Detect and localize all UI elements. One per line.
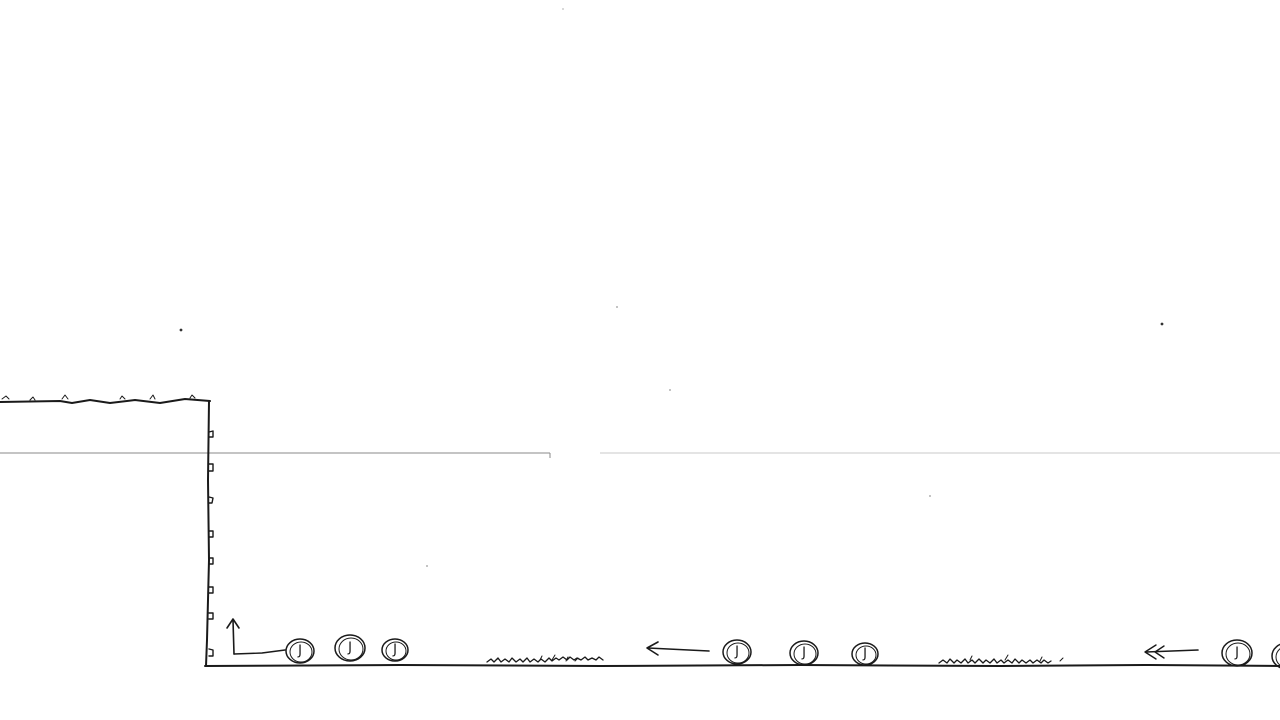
coin-letter: J [1235,645,1239,661]
coin-letter: J [735,644,739,660]
coin-letter: J [298,643,302,659]
ground-floor [205,665,1280,666]
wall-rung [209,587,213,593]
grass-patch [487,655,603,662]
coin-group-right-edge [1222,640,1280,669]
paper-specks [180,9,1164,567]
coin-icon [1222,640,1252,666]
wall-rung [209,497,213,503]
wall-rung [209,464,213,471]
coin-icon [286,639,314,663]
coin-icon [335,635,365,661]
coin-icon [723,640,751,664]
coin-group-middle [723,640,878,665]
coin-letter: J [393,642,397,658]
wall-rung [209,649,213,656]
coin-letter: J [348,640,352,656]
coins-layer [286,635,1280,669]
coin-group-start [286,635,408,663]
coin-icon [852,643,878,665]
climb-wall [206,401,213,666]
run-left-arrow [647,642,709,655]
wall-rung [209,431,213,437]
coin-letter: J [802,645,806,661]
upper-ledge-platform [0,395,210,403]
coin-icon [382,639,408,661]
run-left-double-arrow [1145,645,1198,659]
guide-line [0,453,1280,458]
wall-rung [209,613,213,619]
coin-letter: J [863,646,867,662]
grass-patch [939,655,1063,663]
coin-icon [790,641,818,665]
jump-up-arrow [227,619,285,654]
